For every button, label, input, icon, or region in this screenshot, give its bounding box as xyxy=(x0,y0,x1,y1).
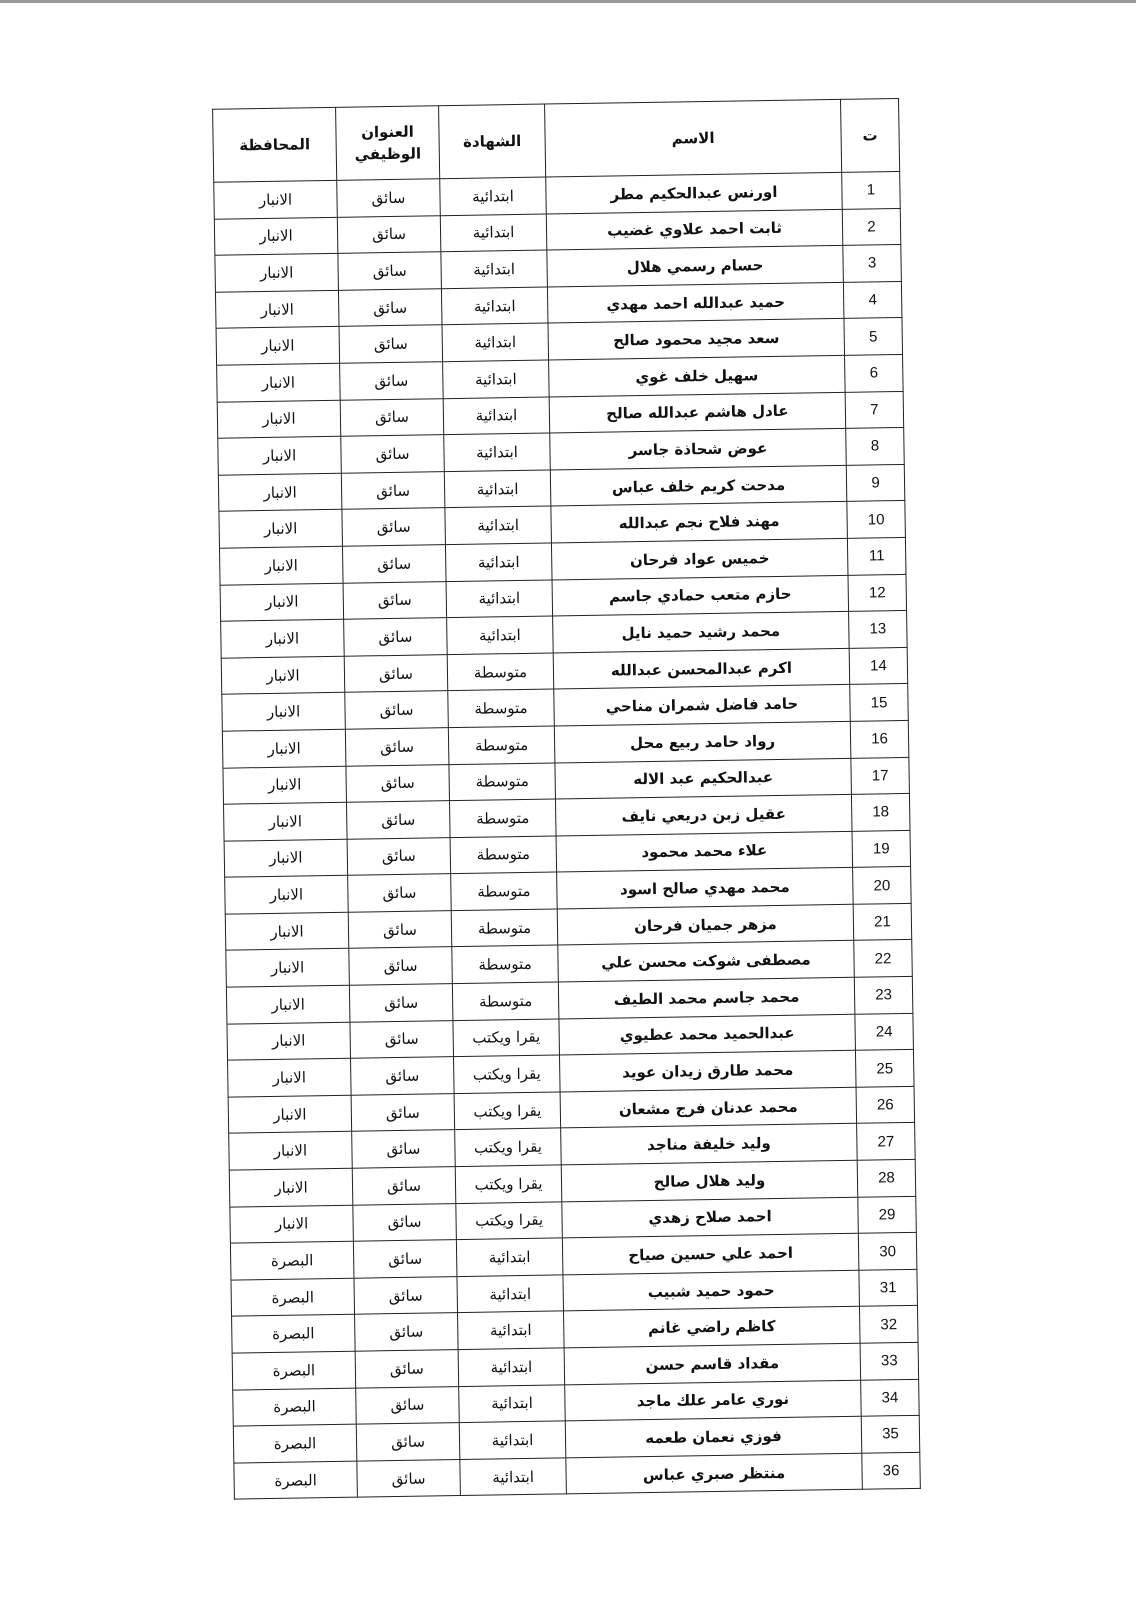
cell-name: نوري عامر علك ماجد xyxy=(565,1380,862,1421)
cell-job-title: سائق xyxy=(353,1203,457,1241)
cell-job-title: سائق xyxy=(338,288,442,326)
cell-job-title: سائق xyxy=(346,801,450,839)
cell-no: 29 xyxy=(858,1196,917,1234)
cell-certificate: يقرا ويكتب xyxy=(454,1092,561,1130)
cell-job-title: سائق xyxy=(356,1386,460,1424)
cell-no: 3 xyxy=(843,245,902,283)
cell-governorate: الانبار xyxy=(218,473,342,512)
cell-job-title: سائق xyxy=(350,1020,454,1058)
cell-certificate: يقرا ويكتب xyxy=(455,1128,562,1166)
cell-no: 4 xyxy=(843,281,902,319)
cell-no: 9 xyxy=(846,464,905,502)
cell-certificate: متوسطة xyxy=(448,689,555,727)
header-job-title xyxy=(336,106,440,181)
cell-job-title: سائق xyxy=(347,837,451,875)
cell-governorate: الانبار xyxy=(217,363,341,402)
cell-certificate: ابتدائية xyxy=(442,323,549,361)
cell-no: 2 xyxy=(842,208,901,246)
cell-name: منتظر صبري عباس xyxy=(566,1453,863,1494)
cell-certificate: ابتدائية xyxy=(443,397,550,435)
cell-no: 16 xyxy=(850,720,909,758)
cell-certificate: ابتدائية xyxy=(457,1275,564,1313)
cell-name: رواد حامد ربيع محل xyxy=(554,721,851,762)
cell-governorate: الانبار xyxy=(226,985,350,1024)
header-certificate: الشهادة xyxy=(439,104,546,179)
cell-certificate: ابتدائية xyxy=(459,1384,566,1422)
cell-job-title: سائق xyxy=(337,179,441,217)
cell-certificate: متوسطة xyxy=(452,945,559,983)
cell-governorate: الانبار xyxy=(215,254,339,293)
header-no: ت xyxy=(841,98,900,172)
cell-job-title: سائق xyxy=(340,398,444,436)
cell-certificate: ابتدائية xyxy=(441,287,548,325)
cell-no: 1 xyxy=(842,171,901,209)
cell-name: خميس عواد فرحان xyxy=(551,538,848,579)
cell-name: عبدالحميد محمد عطيوي xyxy=(559,1014,856,1055)
cell-job-title: سائق xyxy=(354,1276,458,1314)
cell-governorate: الانبار xyxy=(226,949,350,988)
cell-no: 10 xyxy=(847,501,906,539)
cell-job-title: سائق xyxy=(344,654,448,692)
cell-no: 24 xyxy=(855,1013,914,1051)
cell-governorate: الانبار xyxy=(219,510,343,549)
cell-certificate: ابتدائية xyxy=(460,1458,567,1496)
cell-name: حمود حميد شبيب xyxy=(563,1270,860,1311)
cell-job-title: سائق xyxy=(355,1350,459,1388)
cell-certificate: ابتدائية xyxy=(459,1421,566,1459)
cell-job-title: سائق xyxy=(345,728,449,766)
cell-name: مزهر جميان فرحان xyxy=(557,904,854,945)
cell-no: 34 xyxy=(861,1379,920,1417)
cell-job-title: سائق xyxy=(345,691,449,729)
cell-governorate: الانبار xyxy=(216,327,340,366)
cell-no: 21 xyxy=(853,903,912,941)
cell-job-title: سائق xyxy=(357,1459,461,1497)
cell-governorate: الانبار xyxy=(230,1205,354,1244)
cell-job-title: سائق xyxy=(355,1313,459,1351)
cell-job-title: سائق xyxy=(352,1130,456,1168)
cell-job-title: سائق xyxy=(352,1167,456,1205)
cell-job-title: سائق xyxy=(343,581,447,619)
cell-governorate: الانبار xyxy=(219,546,343,585)
cell-name: كاظم راضي غانم xyxy=(564,1307,861,1348)
cell-job-title: سائق xyxy=(339,325,443,363)
cell-certificate: ابتدائية xyxy=(444,433,551,471)
header-governorate: المحافظة xyxy=(213,107,337,182)
header-name: الاسم xyxy=(545,99,842,177)
cell-no: 32 xyxy=(859,1306,918,1344)
cell-governorate: الانبار xyxy=(221,656,345,695)
cell-name: عوض شحاذة جاسر xyxy=(550,429,847,470)
cell-no: 36 xyxy=(862,1452,921,1490)
cell-name: محمد رشيد حميد نايل xyxy=(553,611,850,652)
cell-governorate: الانبار xyxy=(222,693,346,732)
cell-name: عادل هاشم عبدالله صالح xyxy=(549,392,846,433)
cell-name: مهند فلاح نجم عبدالله xyxy=(551,502,848,543)
roster-table xyxy=(212,98,921,1500)
cell-name: محمد مهدي صالح اسود xyxy=(557,868,854,909)
cell-no: 17 xyxy=(851,757,910,795)
cell-name: علاء محمد محمود xyxy=(556,831,853,872)
cell-governorate: الانبار xyxy=(228,1095,352,1134)
header-job-title-text: العنوان الوظيفي xyxy=(354,122,422,164)
cell-governorate: البصرة xyxy=(232,1315,356,1354)
cell-certificate: ابتدائية xyxy=(447,616,554,654)
cell-name: فوزي نعمان طعمه xyxy=(565,1416,862,1457)
cell-name: محمد طارق زيدان عويد xyxy=(559,1051,856,1092)
cell-job-title: سائق xyxy=(341,471,445,509)
cell-no: 8 xyxy=(846,428,905,466)
cell-no: 6 xyxy=(845,354,904,392)
cell-certificate: ابتدائية xyxy=(458,1311,565,1349)
cell-no: 5 xyxy=(844,318,903,356)
cell-job-title: سائق xyxy=(342,508,446,546)
cell-certificate: متوسطة xyxy=(449,799,556,837)
cell-governorate: البصرة xyxy=(232,1351,356,1390)
cell-name: اكرم عبدالمحسن عبدالله xyxy=(553,648,850,689)
cell-name: مصطفى شوكت محسن علي xyxy=(558,941,855,982)
cell-no: 13 xyxy=(849,611,908,649)
cell-certificate: متوسطة xyxy=(447,653,554,691)
cell-certificate: ابتدائية xyxy=(444,470,551,508)
cell-job-title: سائق xyxy=(348,874,452,912)
cell-certificate: متوسطة xyxy=(451,909,558,947)
cell-no: 14 xyxy=(849,647,908,685)
cell-governorate: الانبار xyxy=(227,1022,351,1061)
cell-no: 12 xyxy=(848,574,907,612)
cell-job-title: سائق xyxy=(353,1240,457,1278)
cell-no: 31 xyxy=(859,1269,918,1307)
cell-governorate: الانبار xyxy=(223,766,347,805)
cell-governorate: البصرة xyxy=(231,1278,355,1317)
cell-no: 33 xyxy=(860,1342,919,1380)
cell-governorate: البصرة xyxy=(234,1461,358,1500)
cell-name: احمد صلاح زهدي xyxy=(562,1197,859,1238)
cell-governorate: الانبار xyxy=(225,876,349,915)
cell-name: حسام رسمي هلال xyxy=(547,246,844,287)
cell-certificate: متوسطة xyxy=(448,726,555,764)
cell-job-title: سائق xyxy=(351,1057,455,1095)
cell-certificate: متوسطة xyxy=(449,762,556,800)
cell-certificate: متوسطة xyxy=(451,872,558,910)
cell-governorate: الانبار xyxy=(214,217,338,256)
roster-body xyxy=(214,171,921,1499)
cell-job-title: سائق xyxy=(337,215,441,253)
cell-name: عقيل زبن دريعي نايف xyxy=(555,794,852,835)
cell-certificate: متوسطة xyxy=(452,982,559,1020)
cell-governorate: الانبار xyxy=(217,400,341,439)
cell-no: 28 xyxy=(857,1159,916,1197)
cell-governorate: الانبار xyxy=(222,729,346,768)
cell-no: 18 xyxy=(851,794,910,832)
cell-name: مدحت كريم خلف عباس xyxy=(550,465,847,506)
cell-job-title: سائق xyxy=(338,252,442,290)
cell-name: حازم متعب حمادي جاسم xyxy=(552,575,849,616)
cell-governorate: الانبار xyxy=(224,839,348,878)
cell-governorate: الانبار xyxy=(224,802,348,841)
cell-certificate: ابتدائية xyxy=(440,177,547,215)
cell-job-title: سائق xyxy=(348,910,452,948)
cell-no: 15 xyxy=(850,684,909,722)
cell-governorate: الانبار xyxy=(225,912,349,951)
cell-certificate: ابتدائية xyxy=(443,360,550,398)
cell-no: 22 xyxy=(854,940,913,978)
cell-certificate: ابتدائية xyxy=(441,250,548,288)
cell-no: 26 xyxy=(856,1086,915,1124)
cell-name: حامد فاضل شمران مناحي xyxy=(554,685,851,726)
cell-governorate: البصرة xyxy=(233,1388,357,1427)
cell-job-title: سائق xyxy=(346,764,450,802)
cell-governorate: البصرة xyxy=(233,1424,357,1463)
cell-name: احمد علي حسين صياح xyxy=(562,1233,859,1274)
cell-name: عبدالحكيم عبد الاله xyxy=(555,758,852,799)
cell-no: 19 xyxy=(852,830,911,868)
cell-governorate: الانبار xyxy=(214,180,338,219)
cell-name: اورنس عبدالحكيم مطر xyxy=(546,172,843,213)
cell-no: 27 xyxy=(857,1123,916,1161)
cell-certificate: متوسطة xyxy=(450,836,557,874)
cell-certificate: ابتدائية xyxy=(456,1238,563,1276)
cell-name: ثابت احمد علاوي غضيب xyxy=(546,209,843,250)
cell-name: وليد هلال صالح xyxy=(561,1160,858,1201)
cell-certificate: يقرا ويكتب xyxy=(456,1202,563,1240)
cell-no: 25 xyxy=(855,1050,914,1088)
cell-no: 20 xyxy=(853,867,912,905)
cell-no: 35 xyxy=(861,1416,920,1454)
cell-name: وليد خليفة مناجد xyxy=(561,1124,858,1165)
roster-table-wrap xyxy=(212,98,920,1500)
cell-certificate: ابتدائية xyxy=(446,580,553,618)
cell-certificate: ابتدائية xyxy=(445,506,552,544)
cell-job-title: سائق xyxy=(340,362,444,400)
header-row xyxy=(213,98,900,182)
cell-no: 23 xyxy=(854,976,913,1014)
cell-certificate: يقرا ويكتب xyxy=(454,1055,561,1093)
cell-governorate: الانبار xyxy=(220,583,344,622)
cell-name: حميد عبدالله احمد مهدي xyxy=(547,282,844,323)
cell-certificate: ابتدائية xyxy=(458,1348,565,1386)
scan-edge xyxy=(0,0,1136,3)
cell-name: مقداد قاسم حسن xyxy=(564,1343,861,1384)
cell-job-title: سائق xyxy=(349,947,453,985)
cell-governorate: الانبار xyxy=(229,1168,353,1207)
cell-name: سعد مجيد محمود صالح xyxy=(548,319,845,360)
cell-governorate: الانبار xyxy=(218,436,342,475)
cell-name: سهيل خلف غوي xyxy=(549,355,846,396)
cell-governorate: الانبار xyxy=(229,1132,353,1171)
cell-job-title: سائق xyxy=(351,1093,455,1131)
cell-job-title: سائق xyxy=(344,618,448,656)
cell-no: 11 xyxy=(847,537,906,575)
cell-certificate: يقرا ويكتب xyxy=(455,1165,562,1203)
cell-governorate: البصرة xyxy=(230,1241,354,1280)
cell-job-title: سائق xyxy=(342,545,446,583)
cell-job-title: سائق xyxy=(349,984,453,1022)
cell-governorate: الانبار xyxy=(215,290,339,329)
cell-governorate: الانبار xyxy=(228,1058,352,1097)
cell-certificate: ابتدائية xyxy=(445,543,552,581)
cell-job-title: سائق xyxy=(341,435,445,473)
cell-certificate: يقرا ويكتب xyxy=(453,1019,560,1057)
cell-governorate: الانبار xyxy=(221,619,345,658)
cell-name: محمد جاسم محمد الطيف xyxy=(558,977,855,1018)
cell-job-title: سائق xyxy=(356,1423,460,1461)
cell-name: محمد عدنان فرج مشعان xyxy=(560,1087,857,1128)
cell-certificate: ابتدائية xyxy=(440,214,547,252)
cell-no: 30 xyxy=(858,1233,917,1271)
cell-no: 7 xyxy=(845,391,904,429)
